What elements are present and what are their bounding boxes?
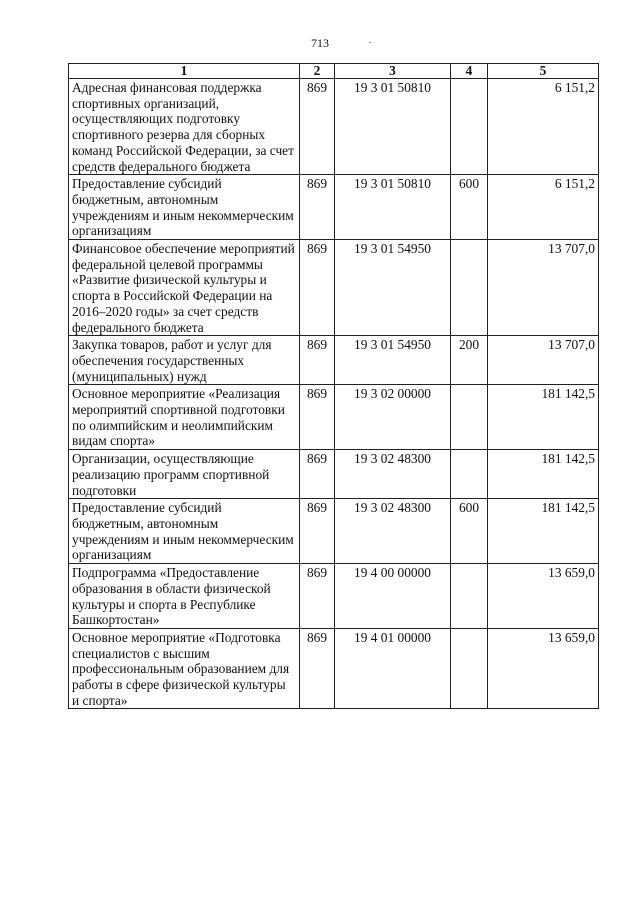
row-expense-type-cell: 600 — [451, 175, 488, 240]
header-cell-csr: 3 — [335, 64, 451, 79]
row-expense-type-cell: 600 — [451, 499, 488, 564]
row-target-article-cell: 19 3 01 54950 — [335, 240, 451, 336]
header-cell-name: 1 — [69, 64, 300, 79]
row-name-cell: Организации, осуществляющие реализацию программ спортивной подготовки — [69, 450, 300, 499]
header-row — [69, 64, 599, 79]
table-row — [69, 240, 599, 336]
row-amount-cell: 6 151,2 — [488, 79, 599, 175]
row-expense-type-cell — [451, 385, 488, 450]
row-name-cell: Подпрограмма «Предоставление образования в области физической культуры и спорта в Республике Башкортостан» — [69, 564, 300, 629]
row-name-cell: Основное мероприятие «Подготовка специалистов с высшим профессиональным образованием для работы в сфере физической культуры и спорта» — [69, 628, 300, 709]
budget-table — [68, 63, 599, 709]
row-name-cell: Финансовое обеспечение мероприятий федеральной целевой программы «Развитие физической культуры и спорта в Российской Федерации на 2016–2020 годы» за счет средств федерального бюджета — [69, 240, 300, 336]
row-ministry-code-cell: 869 — [300, 450, 335, 499]
row-ministry-code-cell: 869 — [300, 385, 335, 450]
row-ministry-code-cell: 869 — [300, 240, 335, 336]
row-ministry-code-cell: 869 — [300, 564, 335, 629]
header-cell-amount: 5 — [488, 64, 599, 79]
row-ministry-code-cell: 869 — [300, 175, 335, 240]
row-expense-type-cell — [451, 564, 488, 629]
row-amount-cell: 181 142,5 — [488, 385, 599, 450]
row-expense-type-cell — [451, 628, 488, 709]
row-name-cell: Закупка товаров, работ и услуг для обеспечения государственных (муниципальных) нужд — [69, 336, 300, 385]
row-target-article-cell: 19 4 01 00000 — [335, 628, 451, 709]
row-amount-cell: 13 659,0 — [488, 628, 599, 709]
table-row — [69, 336, 599, 385]
row-expense-type-cell: 200 — [451, 336, 488, 385]
row-target-article-cell: 19 3 01 50810 — [335, 79, 451, 175]
row-target-article-cell: 19 3 01 54950 — [335, 336, 451, 385]
row-name-cell: Основное мероприятие «Реализация мероприятий спортивной подготовки по олимпийским и неолимпийским видам спорта» — [69, 385, 300, 450]
header-cell-ministry: 2 — [300, 64, 335, 79]
row-ministry-code-cell: 869 — [300, 499, 335, 564]
row-amount-cell: 181 142,5 — [488, 499, 599, 564]
table-row — [69, 564, 599, 629]
row-name-cell: Предоставление субсидий бюджетным, автономным учреждениям и иным некоммерческим организациям — [69, 499, 300, 564]
table-row — [69, 385, 599, 450]
table-row — [69, 499, 599, 564]
header-cell-vr: 4 — [451, 64, 488, 79]
row-name-cell: Предоставление субсидий бюджетным, автономным учреждениям и иным некоммерческим организациям — [69, 175, 300, 240]
scan-speck — [369, 42, 371, 43]
row-ministry-code-cell: 869 — [300, 336, 335, 385]
row-amount-cell: 13 707,0 — [488, 240, 599, 336]
row-target-article-cell: 19 3 02 48300 — [335, 499, 451, 564]
row-ministry-code-cell: 869 — [300, 79, 335, 175]
row-amount-cell: 13 707,0 — [488, 336, 599, 385]
row-amount-cell: 6 151,2 — [488, 175, 599, 240]
row-ministry-code-cell: 869 — [300, 628, 335, 709]
row-target-article-cell: 19 3 02 48300 — [335, 450, 451, 499]
table-row — [69, 450, 599, 499]
row-amount-cell: 181 142,5 — [488, 450, 599, 499]
row-expense-type-cell — [451, 450, 488, 499]
table-row — [69, 79, 599, 175]
row-expense-type-cell — [451, 79, 488, 175]
page-number: 713 — [311, 36, 329, 50]
row-target-article-cell: 19 3 02 00000 — [335, 385, 451, 450]
row-target-article-cell: 19 3 01 50810 — [335, 175, 451, 240]
row-name-cell: Адресная финансовая поддержка спортивных организаций, осуществляющих подготовку спортивного резерва для сборных команд Российской Федерации, за счет средств федерального бюджета — [69, 79, 300, 175]
table-row — [69, 175, 599, 240]
table-row — [69, 628, 599, 709]
row-target-article-cell: 19 4 00 00000 — [335, 564, 451, 629]
row-amount-cell: 13 659,0 — [488, 564, 599, 629]
row-expense-type-cell — [451, 240, 488, 336]
